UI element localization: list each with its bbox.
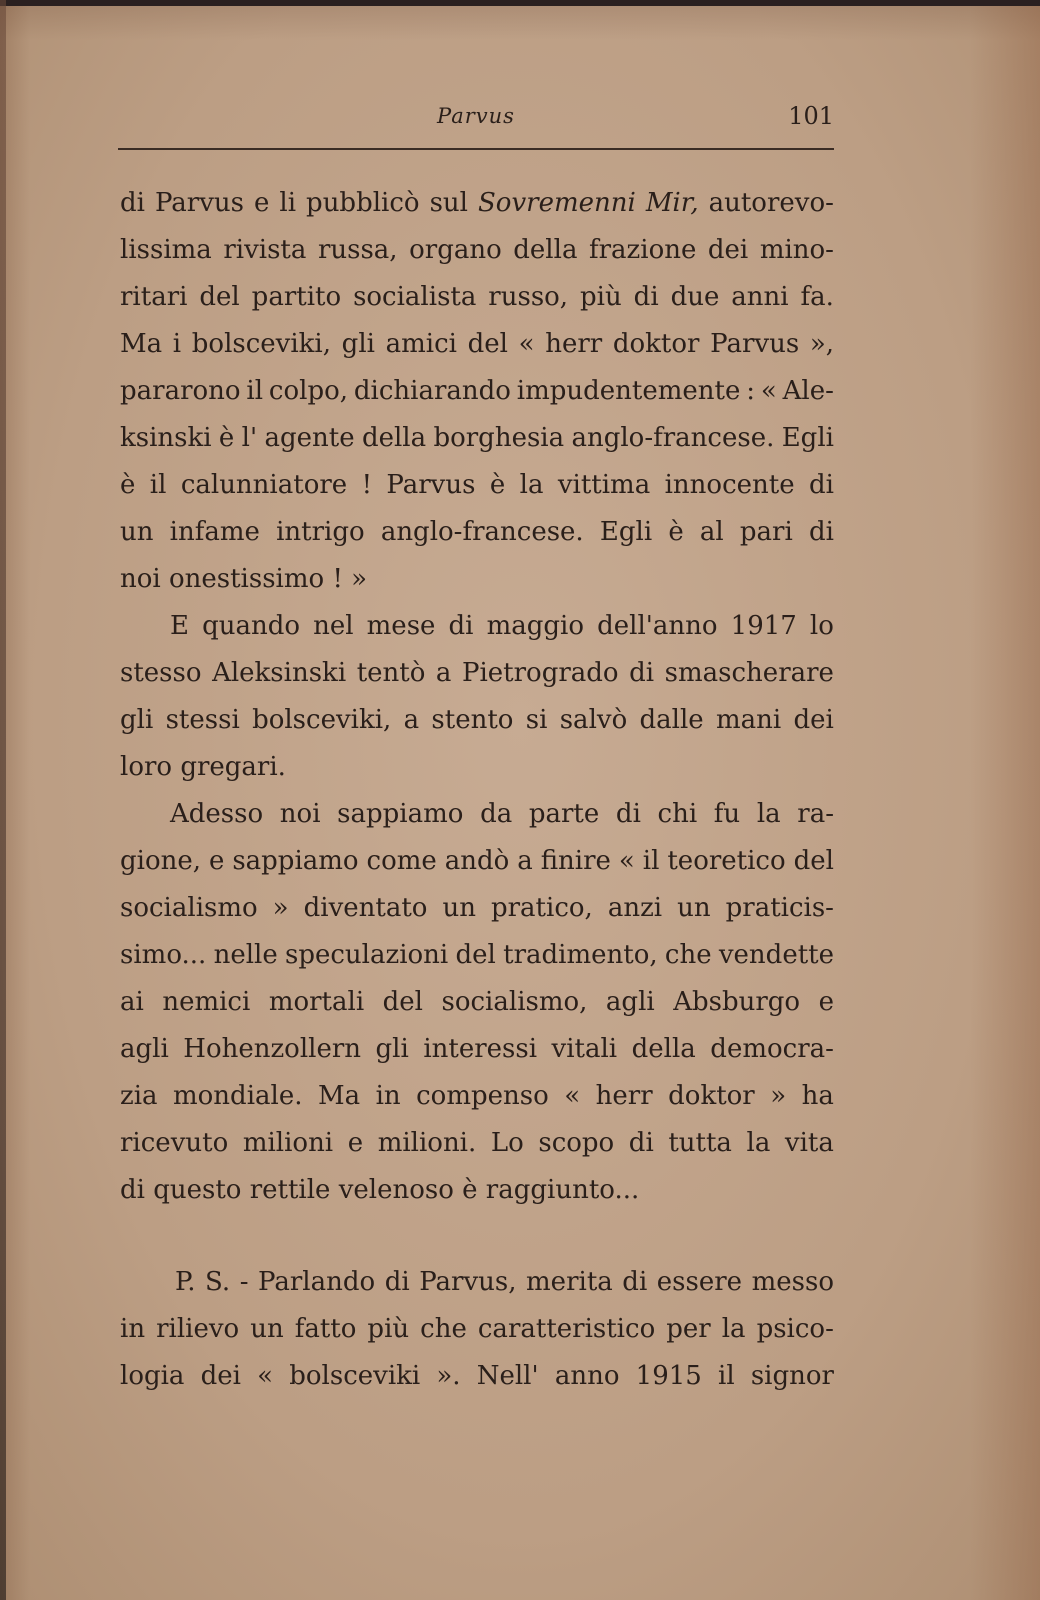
text-line <box>120 603 834 650</box>
word: ksinski <box>120 423 212 453</box>
word: : <box>746 376 756 406</box>
word: in <box>375 1081 401 1111</box>
word: mortali <box>268 987 365 1017</box>
word: diventato <box>303 893 428 923</box>
word: si <box>525 705 548 735</box>
word: e <box>254 188 270 218</box>
text-line <box>120 1306 834 1353</box>
word: nemici <box>162 987 251 1017</box>
word: autorevo- <box>708 188 834 218</box>
word: Ma <box>317 1081 361 1111</box>
word: di <box>809 470 834 500</box>
word: più <box>580 282 622 312</box>
word: Parvus <box>154 188 245 218</box>
word: ! <box>361 470 373 500</box>
text-line <box>120 227 834 274</box>
word: ritari <box>120 282 188 312</box>
word: la <box>746 1128 771 1158</box>
line-text: noi onestissimo ! » <box>120 564 368 594</box>
text-line <box>120 556 834 603</box>
text-line <box>120 509 834 556</box>
word: a <box>435 658 452 688</box>
word: dei <box>793 705 834 735</box>
word: interessi <box>423 1034 538 1064</box>
word: bolsceviki, <box>191 329 332 359</box>
word: e <box>818 987 834 1017</box>
word: « <box>618 846 635 876</box>
word: che <box>664 940 712 970</box>
word: sappiamo <box>337 799 464 829</box>
word: Parlando <box>258 1267 376 1297</box>
word: S. <box>205 1267 231 1297</box>
word: è <box>218 423 235 453</box>
word: Parvus, <box>419 1267 517 1297</box>
word: quando <box>202 611 301 641</box>
word: del <box>467 329 508 359</box>
word: a <box>403 705 420 735</box>
word: dell'anno <box>597 611 718 641</box>
word: scopo <box>538 1128 615 1158</box>
word: praticis- <box>725 893 834 923</box>
word: li <box>279 188 297 218</box>
word: lissima <box>120 235 212 265</box>
word: », <box>809 329 834 359</box>
word: vitali <box>551 1034 618 1064</box>
word: vendette <box>718 940 834 970</box>
word: vittima <box>557 470 651 500</box>
word: innocente <box>664 470 795 500</box>
word: Ale- <box>782 376 834 406</box>
word: ». <box>436 1361 461 1391</box>
word: anni <box>731 282 789 312</box>
word: salvò <box>559 705 628 735</box>
text-line <box>120 462 834 509</box>
word: simo... <box>120 940 207 970</box>
word: herr <box>595 1081 653 1111</box>
text-line <box>120 885 834 932</box>
word: organo <box>409 235 502 265</box>
word: per <box>666 1314 711 1344</box>
word: mondiale. <box>173 1081 303 1111</box>
word: herr <box>545 329 603 359</box>
word: tradimento, <box>503 940 658 970</box>
word: il <box>149 470 167 500</box>
word: di <box>120 188 145 218</box>
word: due <box>670 282 720 312</box>
word: Mir, <box>645 188 699 218</box>
word: andò <box>444 846 510 876</box>
word: la <box>721 1314 746 1344</box>
word: gli <box>375 1034 409 1064</box>
word: ricevuto <box>120 1128 229 1158</box>
word: doktor <box>612 329 700 359</box>
word: » <box>770 1081 787 1111</box>
word: di <box>615 799 641 829</box>
word: dei <box>200 1361 241 1391</box>
word: maggio <box>486 611 585 641</box>
text-line <box>120 650 834 697</box>
word: psico- <box>756 1314 834 1344</box>
word: rilievo <box>156 1314 240 1344</box>
word: anzi <box>607 893 663 923</box>
word: è <box>120 470 136 500</box>
word: partito <box>251 282 342 312</box>
word: mani <box>716 705 782 735</box>
word: Sovremenni <box>477 188 636 218</box>
word: come <box>366 846 437 876</box>
word: della <box>631 1034 696 1064</box>
word: intrigo <box>276 517 365 547</box>
word: socialismo, <box>441 987 588 1017</box>
word: della <box>513 235 578 265</box>
running-title: Parvus <box>437 104 515 128</box>
word: 1917 <box>730 611 797 641</box>
word: gione, <box>120 846 202 876</box>
word: Parvus <box>386 470 476 500</box>
word: stessi <box>165 705 240 735</box>
word: l' <box>241 423 258 453</box>
word: sappiamo <box>232 846 359 876</box>
word: democra- <box>710 1034 834 1064</box>
text-line <box>120 697 834 744</box>
text-line <box>120 838 834 885</box>
word: merita <box>526 1267 613 1297</box>
word: della <box>361 423 427 453</box>
text-line <box>120 274 834 321</box>
word: pararono <box>120 376 241 406</box>
word: di <box>622 1267 648 1297</box>
word: milioni <box>242 1128 334 1158</box>
word: al <box>699 517 724 547</box>
word: amici <box>385 329 457 359</box>
word: tutta <box>668 1128 732 1158</box>
word: russo, <box>488 282 569 312</box>
word: noi <box>279 799 321 829</box>
word: ha <box>801 1081 834 1111</box>
text-line <box>120 1120 834 1167</box>
running-header <box>118 100 834 150</box>
word: il <box>246 376 264 406</box>
word: stento <box>431 705 514 735</box>
word: pratico, <box>490 893 593 923</box>
word: nel <box>313 611 354 641</box>
word: Pietrogrado <box>461 658 619 688</box>
word: doktor <box>668 1081 755 1111</box>
word: pubblicò <box>306 188 420 218</box>
word: del <box>382 987 423 1017</box>
text-line <box>120 979 834 1026</box>
text-line <box>120 368 834 415</box>
word: e <box>208 846 225 876</box>
word: essere <box>656 1267 743 1297</box>
word: un <box>677 893 711 923</box>
word: del <box>793 846 834 876</box>
word: un <box>120 517 154 547</box>
word: speculazioni <box>285 940 449 970</box>
text-line <box>120 1073 834 1120</box>
word: la <box>756 799 781 829</box>
word: sul <box>429 188 468 218</box>
word: dalle <box>639 705 704 735</box>
word: anglo-francese. <box>380 517 584 547</box>
word: la <box>519 470 544 500</box>
header-rule <box>118 148 834 150</box>
word: vita <box>784 1128 834 1158</box>
word: signor <box>750 1361 834 1391</box>
word: socialista <box>353 282 477 312</box>
word: P. <box>175 1267 196 1297</box>
word: colpo, <box>268 376 349 406</box>
word: russa, <box>317 235 398 265</box>
word: il <box>718 1361 735 1391</box>
scan-top-edge <box>0 0 1040 6</box>
word: un <box>250 1314 284 1344</box>
word: nelle <box>213 940 278 970</box>
word: rivista <box>223 235 307 265</box>
word: gli <box>120 705 154 735</box>
word: ra- <box>797 799 834 829</box>
word: teoretico <box>667 846 786 876</box>
word: mino- <box>759 235 834 265</box>
word: del <box>199 282 240 312</box>
word: di <box>629 658 655 688</box>
word: caratteristico <box>477 1314 656 1344</box>
word: finire <box>540 846 611 876</box>
word: mese <box>366 611 436 641</box>
line-text: di questo rettile velenoso è raggiunto... <box>120 1175 640 1205</box>
word: agli <box>605 987 655 1017</box>
word: ai <box>120 987 144 1017</box>
word: bolsceviki, <box>252 705 392 735</box>
word: Absburgo <box>673 987 801 1017</box>
word: fatto <box>294 1314 357 1344</box>
word: Egli <box>781 423 834 453</box>
word: bolsceviki <box>289 1361 421 1391</box>
word: » <box>272 893 289 923</box>
word: Nell' <box>476 1361 539 1391</box>
word: il <box>642 846 660 876</box>
word: infame <box>169 517 260 547</box>
text-line <box>120 415 834 462</box>
word: « <box>564 1081 581 1111</box>
word: agli <box>120 1034 169 1064</box>
line-text: loro gregari. <box>120 752 286 782</box>
word: gli <box>341 329 375 359</box>
word: agente <box>264 423 355 453</box>
word: milioni. <box>377 1128 477 1158</box>
word: dichiarando <box>353 376 511 406</box>
word: di <box>808 517 834 547</box>
word: lo <box>809 611 834 641</box>
word: del <box>455 940 496 970</box>
word: « <box>518 329 535 359</box>
word: - <box>239 1267 249 1297</box>
text-line <box>120 1026 834 1073</box>
word: di <box>633 282 659 312</box>
text-line <box>120 791 834 838</box>
word: Egli <box>599 517 653 547</box>
text-line <box>120 1167 834 1214</box>
body-text <box>120 180 834 1400</box>
word: E <box>170 611 189 641</box>
text-line <box>120 321 834 368</box>
word: Parvus <box>710 329 800 359</box>
text-line <box>120 744 834 791</box>
word: che <box>420 1314 467 1344</box>
word: anglo-francese. <box>571 423 775 453</box>
word: 1915 <box>635 1361 702 1391</box>
page-number: 101 <box>788 102 834 130</box>
word: zia <box>120 1081 158 1111</box>
word: anno <box>554 1361 620 1391</box>
word: « <box>760 376 777 406</box>
word: più <box>367 1314 410 1344</box>
word: Hohenzollern <box>183 1034 362 1064</box>
word: e <box>347 1128 364 1158</box>
word: è <box>489 470 506 500</box>
word: fu <box>713 799 741 829</box>
text-line <box>120 932 834 979</box>
text-line <box>120 1259 834 1306</box>
word: Ma <box>120 329 163 359</box>
word: da <box>480 799 513 829</box>
word: compenso <box>416 1081 549 1111</box>
word: impudentemente <box>516 376 741 406</box>
word: un <box>442 893 476 923</box>
word: chi <box>657 799 698 829</box>
word: di <box>628 1128 654 1158</box>
word: tentò <box>356 658 426 688</box>
word: fa. <box>800 282 834 312</box>
word: frazione <box>589 235 697 265</box>
word: di <box>448 611 474 641</box>
text-line <box>120 180 834 227</box>
word: parte <box>528 799 600 829</box>
word: « <box>257 1361 274 1391</box>
word: i <box>172 329 182 359</box>
word: dei <box>707 235 749 265</box>
word: pari <box>739 517 793 547</box>
word: è <box>668 517 684 547</box>
word: di <box>384 1267 410 1297</box>
word: Adesso <box>170 799 264 829</box>
text-line <box>120 1353 834 1400</box>
word: logia <box>120 1361 185 1391</box>
word: smascherare <box>664 658 834 688</box>
word: stesso <box>120 658 202 688</box>
word: Lo <box>490 1128 524 1158</box>
word: calunniatore <box>180 470 348 500</box>
word: a <box>517 846 533 876</box>
word: Aleksinski <box>212 658 347 688</box>
word: borghesia <box>433 423 565 453</box>
word: in <box>120 1314 146 1344</box>
word: socialismo <box>120 893 258 923</box>
word: messo <box>751 1267 834 1297</box>
scan-left-edge <box>0 0 6 1600</box>
